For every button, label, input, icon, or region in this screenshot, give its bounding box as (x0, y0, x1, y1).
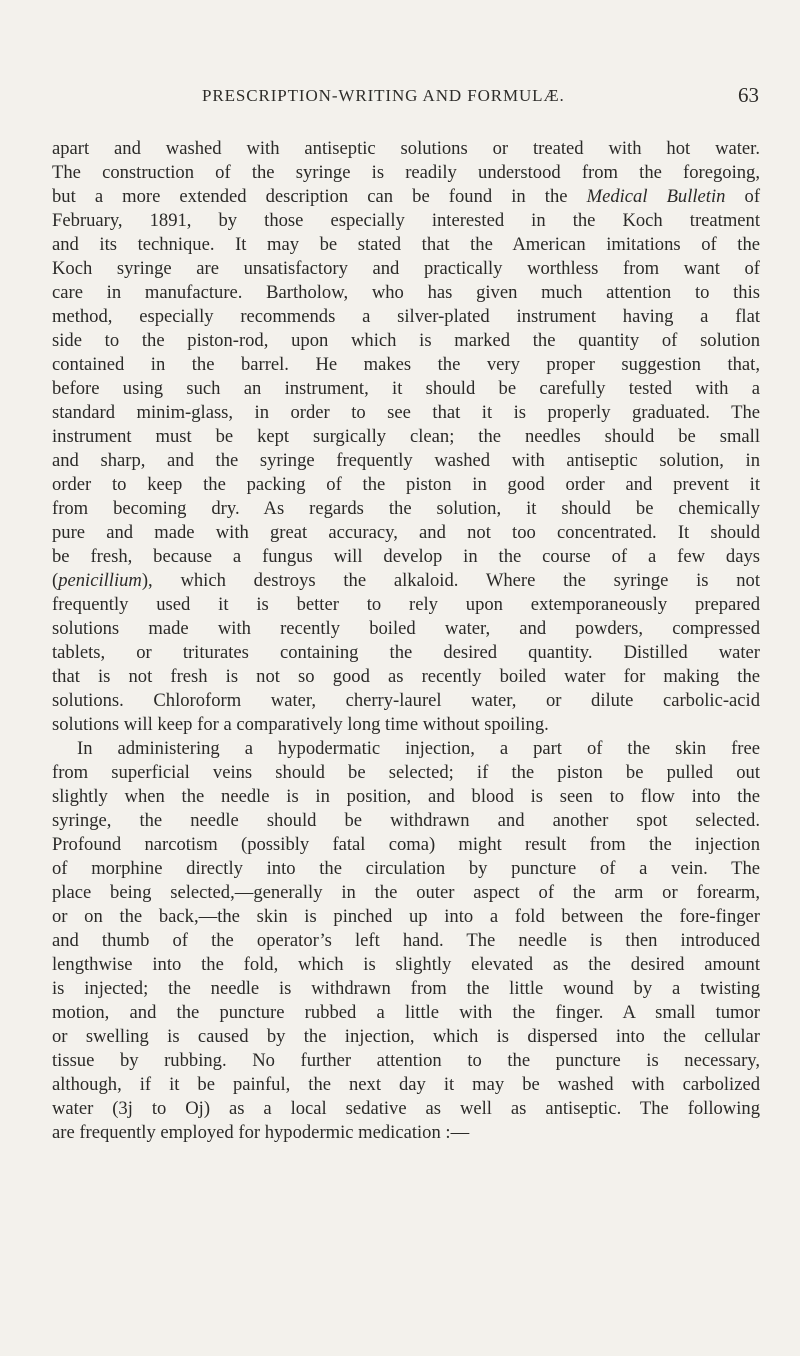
text-line (52, 353, 760, 377)
text-line (52, 161, 760, 185)
text-line (52, 641, 760, 665)
text-line (52, 521, 760, 545)
text-line (52, 1097, 760, 1121)
text-segment: pure and made with great accuracy, and not too concentrated. It should (52, 522, 760, 543)
text-segment: Profound narcotism (possibly fatal coma) might result from the injection (52, 834, 760, 855)
text-segment: care in manufacture. Bartholow, who has given much attention to this (52, 282, 760, 303)
text-line (52, 377, 760, 401)
text-line (52, 233, 760, 257)
text-line (52, 833, 760, 857)
text-segment: before using such an instrument, it should be carefully tested with a (52, 378, 760, 399)
text-line (52, 785, 760, 809)
text-segment: is injected; the needle is withdrawn from the little wound by a twisting (52, 978, 760, 999)
text-line (52, 305, 760, 329)
text-segment: place being selected,—generally in the outer aspect of the arm or forearm, (52, 882, 760, 903)
text-segment: although, if it be painful, the next day it may be washed with carbolized (52, 1074, 760, 1095)
text-segment: The construction of the syringe is readily understood from the foregoing, (52, 162, 760, 183)
text-segment: tablets, or triturates containing the desired quantity. Distilled water (52, 642, 760, 663)
body-text (52, 137, 760, 1145)
text-segment: syringe, the needle should be withdrawn and another spot selected. (52, 810, 760, 831)
text-line (52, 929, 760, 953)
text-segment: slightly when the needle is in position, and blood is seen to flow into the (52, 786, 760, 807)
italic-text: Medical Bulletin (586, 186, 726, 207)
text-line (52, 881, 760, 905)
text-line (52, 185, 760, 209)
text-segment: solutions made with recently boiled water, and powders, compressed (52, 618, 760, 639)
text-line (52, 281, 760, 305)
text-line (52, 737, 760, 761)
text-segment: be fresh, because a fungus will develop in the course of a few days (52, 546, 760, 567)
text-line (52, 617, 760, 641)
text-line (52, 329, 760, 353)
text-line (52, 1025, 760, 1049)
page-number: 63 (738, 83, 759, 107)
text-segment: ( (52, 570, 59, 591)
text-segment: method, especially recommends a silver-plated instrument having a flat (52, 306, 760, 327)
text-segment: or swelling is caused by the injection, which is dispersed into the cellular (52, 1026, 760, 1047)
text-segment: and sharp, and the syringe frequently washed with antiseptic solution, in (52, 450, 760, 471)
text-segment: from becoming dry. As regards the solution, it should be chemically (52, 498, 760, 519)
text-line (52, 425, 760, 449)
text-line (52, 905, 760, 929)
text-line (52, 1121, 760, 1145)
text-segment: are frequently employed for hypodermic medication :— (52, 1122, 470, 1143)
text-segment: from superficial veins should be selected; if the piston be pulled out (52, 762, 760, 783)
text-line (52, 449, 760, 473)
text-segment: water (3j to Oj) as a local sedative as well as antiseptic. The following (52, 1098, 760, 1119)
text-line (52, 569, 760, 593)
text-segment: apart and washed with antiseptic solutions or treated with hot water. (52, 138, 760, 159)
text-line (52, 137, 760, 161)
text-line (52, 1073, 760, 1097)
text-line (52, 545, 760, 569)
text-segment: but a more extended description can be found in the (52, 186, 587, 207)
text-segment: standard minim-glass, in order to see that it is properly graduated. The (52, 402, 760, 423)
text-segment: frequently used it is better to rely upon extemporaneously prepared (52, 594, 760, 615)
text-line (52, 977, 760, 1001)
text-segment: tissue by rubbing. No further attention to the puncture is necessary, (52, 1050, 760, 1071)
text-line (52, 1049, 760, 1073)
text-line (52, 809, 760, 833)
text-line (52, 1001, 760, 1025)
text-line (52, 953, 760, 977)
text-segment: of (725, 186, 761, 207)
text-segment: contained in the barrel. He makes the very proper suggestion that, (52, 354, 760, 375)
text-segment: of morphine directly into the circulation by puncture of a vein. The (52, 858, 760, 879)
text-segment: order to keep the packing of the piston in good order and prevent it (52, 474, 760, 495)
text-segment: Koch syringe are unsatisfactory and practically worthless from want of (52, 258, 760, 279)
text-line (52, 593, 760, 617)
text-line (52, 209, 760, 233)
text-segment: that is not fresh is not so good as recently boiled water for making the (52, 666, 760, 687)
text-segment: side to the piston-rod, upon which is marked the quantity of solution (52, 330, 760, 351)
text-segment: lengthwise into the fold, which is slightly elevated as the desired amount (52, 954, 760, 975)
text-line (52, 761, 760, 785)
text-segment: In administering a hypodermatic injection, a part of the skin free (77, 738, 760, 759)
text-line (52, 497, 760, 521)
text-segment: motion, and the puncture rubbed a little with the finger. A small tumor (52, 1002, 760, 1023)
text-line (52, 401, 760, 425)
running-head (0, 83, 800, 114)
text-line (52, 857, 760, 881)
text-segment: ), which destroys the alkaloid. Where the syringe is not (141, 570, 760, 591)
text-line (52, 665, 760, 689)
text-line (52, 257, 760, 281)
italic-text: penicillium (58, 570, 142, 591)
text-segment: or on the back,—the skin is pinched up into a fold between the fore-finger (52, 906, 760, 927)
text-segment: February, 1891, by those especially interested in the Koch treatment (52, 210, 760, 231)
text-segment: solutions. Chloroform water, cherry-laurel water, or dilute carbolic-acid (52, 690, 760, 711)
text-line (52, 689, 760, 713)
text-segment: instrument must be kept surgically clean; the needles should be small (52, 426, 760, 447)
text-segment: solutions will keep for a comparatively long time without spoiling. (52, 714, 549, 735)
text-line (52, 713, 760, 737)
running-title: PRESCRIPTION-WRITING AND FORMULÆ. (202, 86, 565, 105)
text-line (52, 473, 760, 497)
text-segment: and thumb of the operator’s left hand. The needle is then introduced (52, 930, 760, 951)
text-segment: and its technique. It may be stated that the American imitations of the (52, 234, 760, 255)
